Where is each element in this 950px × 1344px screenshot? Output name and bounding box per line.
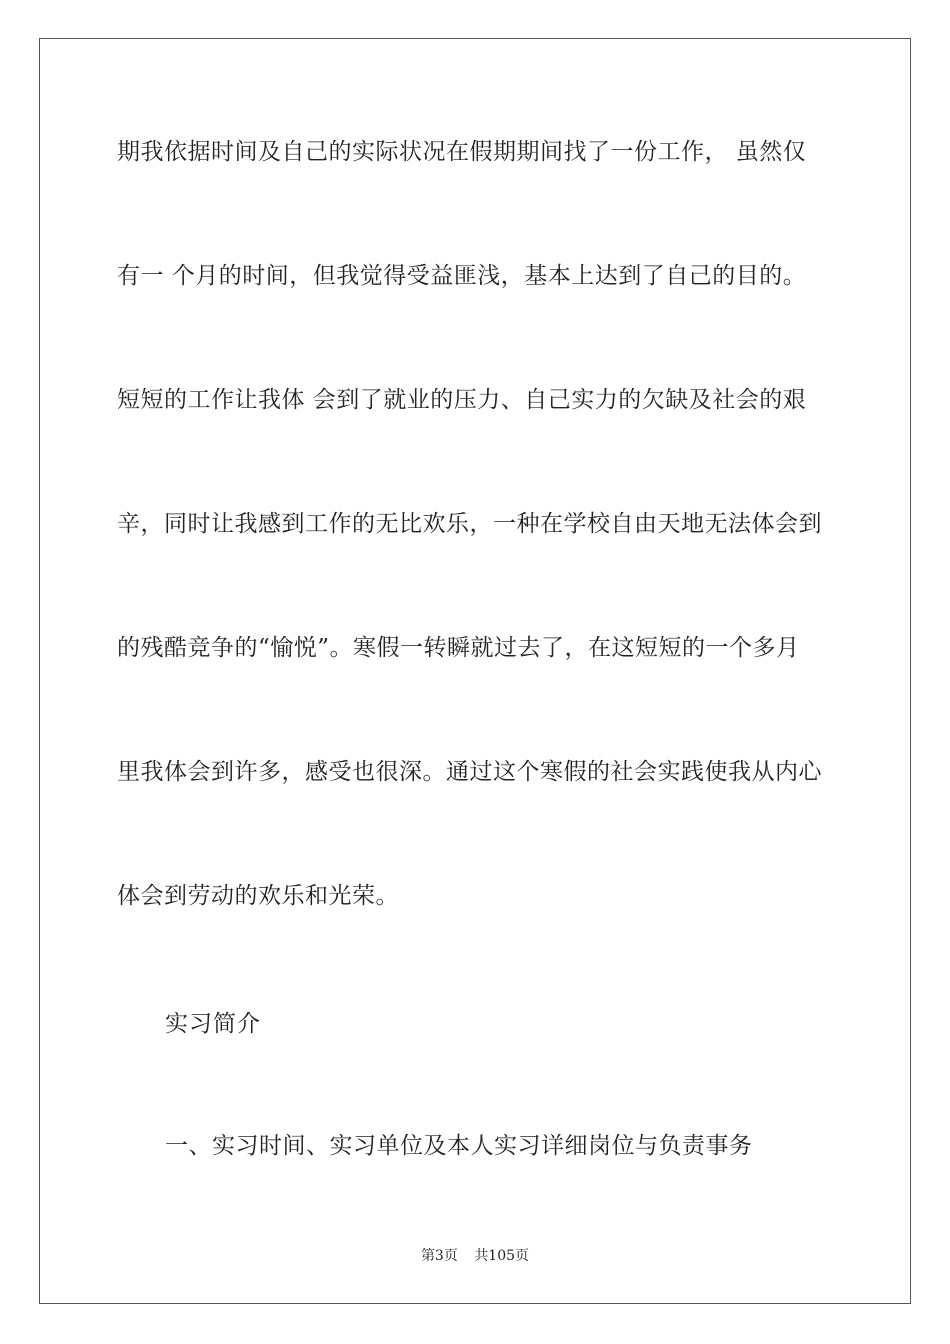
- paragraph-line-6: 里我体会到许多，感受也很深。通过这个寒假的社会实践使我从内心: [117, 759, 822, 785]
- paragraph-line-7: 体会到劳动的欢乐和光荣。: [117, 883, 399, 909]
- paragraph-line-5: 的残酷竞争的“愉悦”。寒假一转瞬就过去了，在这短短的一个多月: [117, 635, 800, 661]
- page-border: [39, 38, 911, 1304]
- page-footer: [0, 1247, 950, 1265]
- page-total: 共105页: [474, 1248, 530, 1264]
- paragraph-line-3: 短短的工作让我体 会到了就业的压力、自己实力的欠缺及社会的艰: [117, 387, 807, 413]
- paragraph-line-4: 辛，同时让我感到工作的无比欢乐，一种在学校自由天地无法体会到: [117, 511, 822, 537]
- section-subheading: 一、实习时间、实习单位及本人实习详细岗位与负责事务: [165, 1133, 753, 1159]
- page-number: 第3页: [420, 1248, 458, 1264]
- section-heading: 实习简介: [165, 1011, 261, 1037]
- paragraph-line-1: 期我依据时间及自己的实际状况在假期期间找了一份工作， 虽然仅: [117, 139, 807, 165]
- paragraph-line-2: 有一 个月的时间，但我觉得受益匪浅，基本上达到了自己的目的。: [117, 263, 807, 289]
